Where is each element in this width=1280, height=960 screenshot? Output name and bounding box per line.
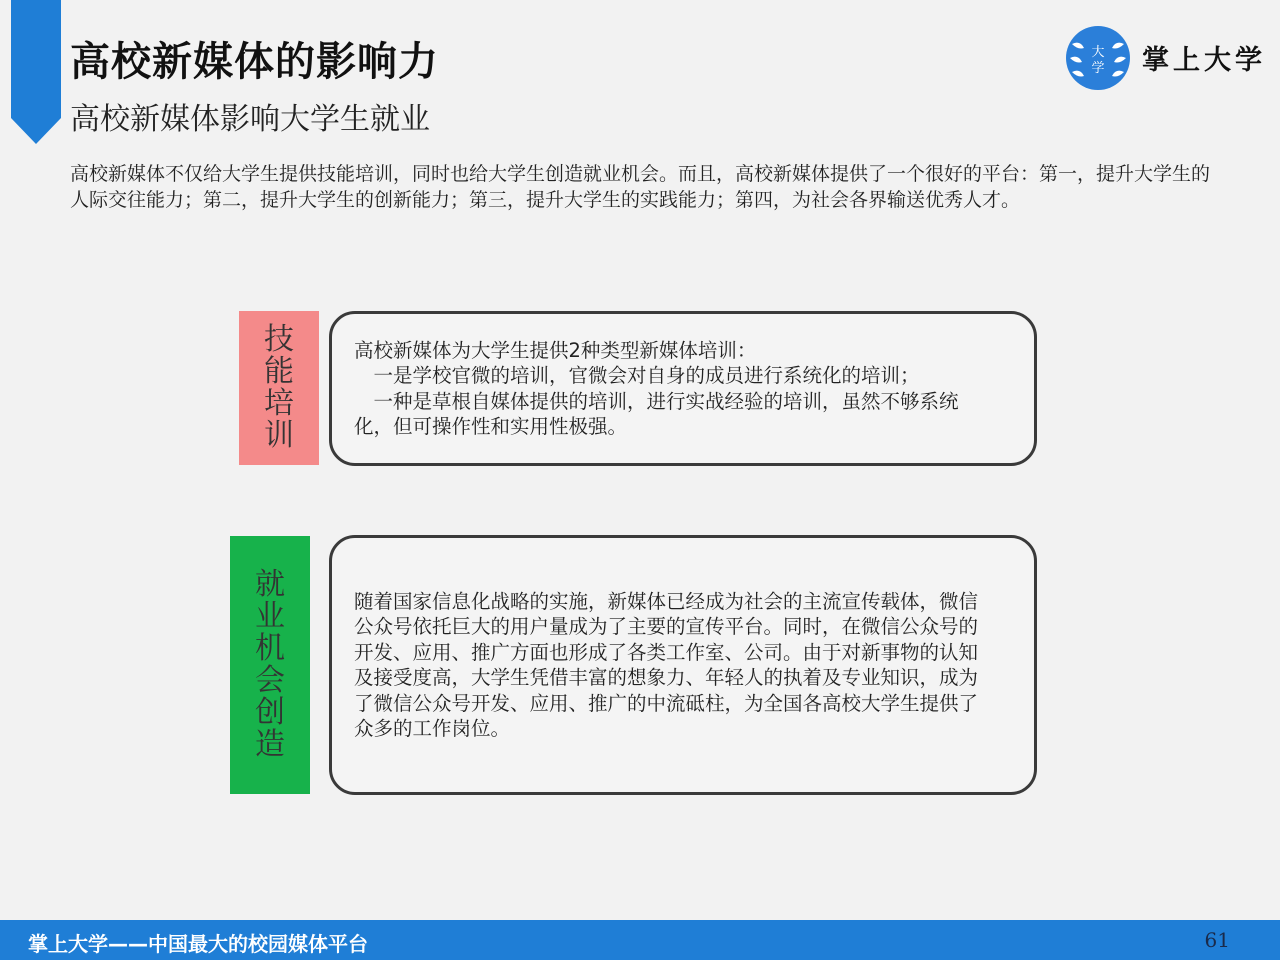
tag-char: 能	[264, 354, 294, 389]
logo-badge-text-2: 学	[1091, 61, 1105, 76]
skill-training-card	[329, 311, 1037, 466]
tag-char: 造	[255, 727, 285, 762]
tag-char: 培	[264, 386, 294, 421]
card-line: 一种是草根自媒体提供的培训，进行实战经验的培训，虽然不够系统化，但可操作性和实用性极强。	[354, 389, 959, 438]
tag-char: 机	[255, 631, 285, 666]
job-creation-card	[329, 535, 1037, 795]
tag-char: 就	[255, 567, 285, 602]
page-title: 高校新媒体的影响力	[70, 39, 439, 85]
footer-slogan: 掌上大学——中国最大的校园媒体平台	[28, 932, 368, 956]
tag-char: 训	[264, 418, 294, 453]
tag-char: 业	[255, 599, 285, 634]
logo-badge-text-1: 大	[1091, 45, 1105, 60]
logo-name: 掌上大学	[1142, 45, 1266, 76]
page-subtitle: 高校新媒体影响大学生就业	[70, 102, 430, 137]
logo-badge-icon	[1066, 26, 1130, 90]
intro-paragraph: 高校新媒体不仅给大学生提供技能培训，同时也给大学生创造就业机会。而且，高校新媒体提供了一个很好的平台：第一，提升大学生的人际交往能力；第二，提升大学生的创新能力；第三，提升大学生的实践能力；第四，为社会各界输送优秀人才。	[70, 163, 1211, 211]
card-line: 随着国家信息化战略的实施，新媒体已经成为社会的主流宣传载体，微信公众号依托巨大的用户量成为了主要的宣传平台。同时，在微信公众号的开发、应用、推广方面也形成了各类工作室、公司。由于对新事物的认知及接受度高，大学生凭借丰富的想象力、年轻人的执着及专业知识，成为了微信公众号开发、应用、推广的中流砥柱，为全国各高校大学生提供了众多的工作岗位。	[354, 589, 979, 740]
tag-char: 创	[255, 695, 285, 730]
brand-logo	[1066, 26, 1266, 92]
title-ribbon	[11, 0, 61, 144]
footer-bar	[0, 920, 1280, 960]
page-number: 61	[1204, 928, 1230, 952]
card-line: 高校新媒体为大学生提供2种类型新媒体培训：	[354, 338, 757, 362]
tag-char: 技	[264, 322, 294, 357]
card-line: 一是学校官微的培训，官微会对自身的成员进行系统化的培训；	[354, 364, 920, 387]
skill-training-tag	[239, 311, 319, 465]
tag-char: 会	[255, 663, 285, 698]
job-creation-tag	[230, 536, 310, 794]
